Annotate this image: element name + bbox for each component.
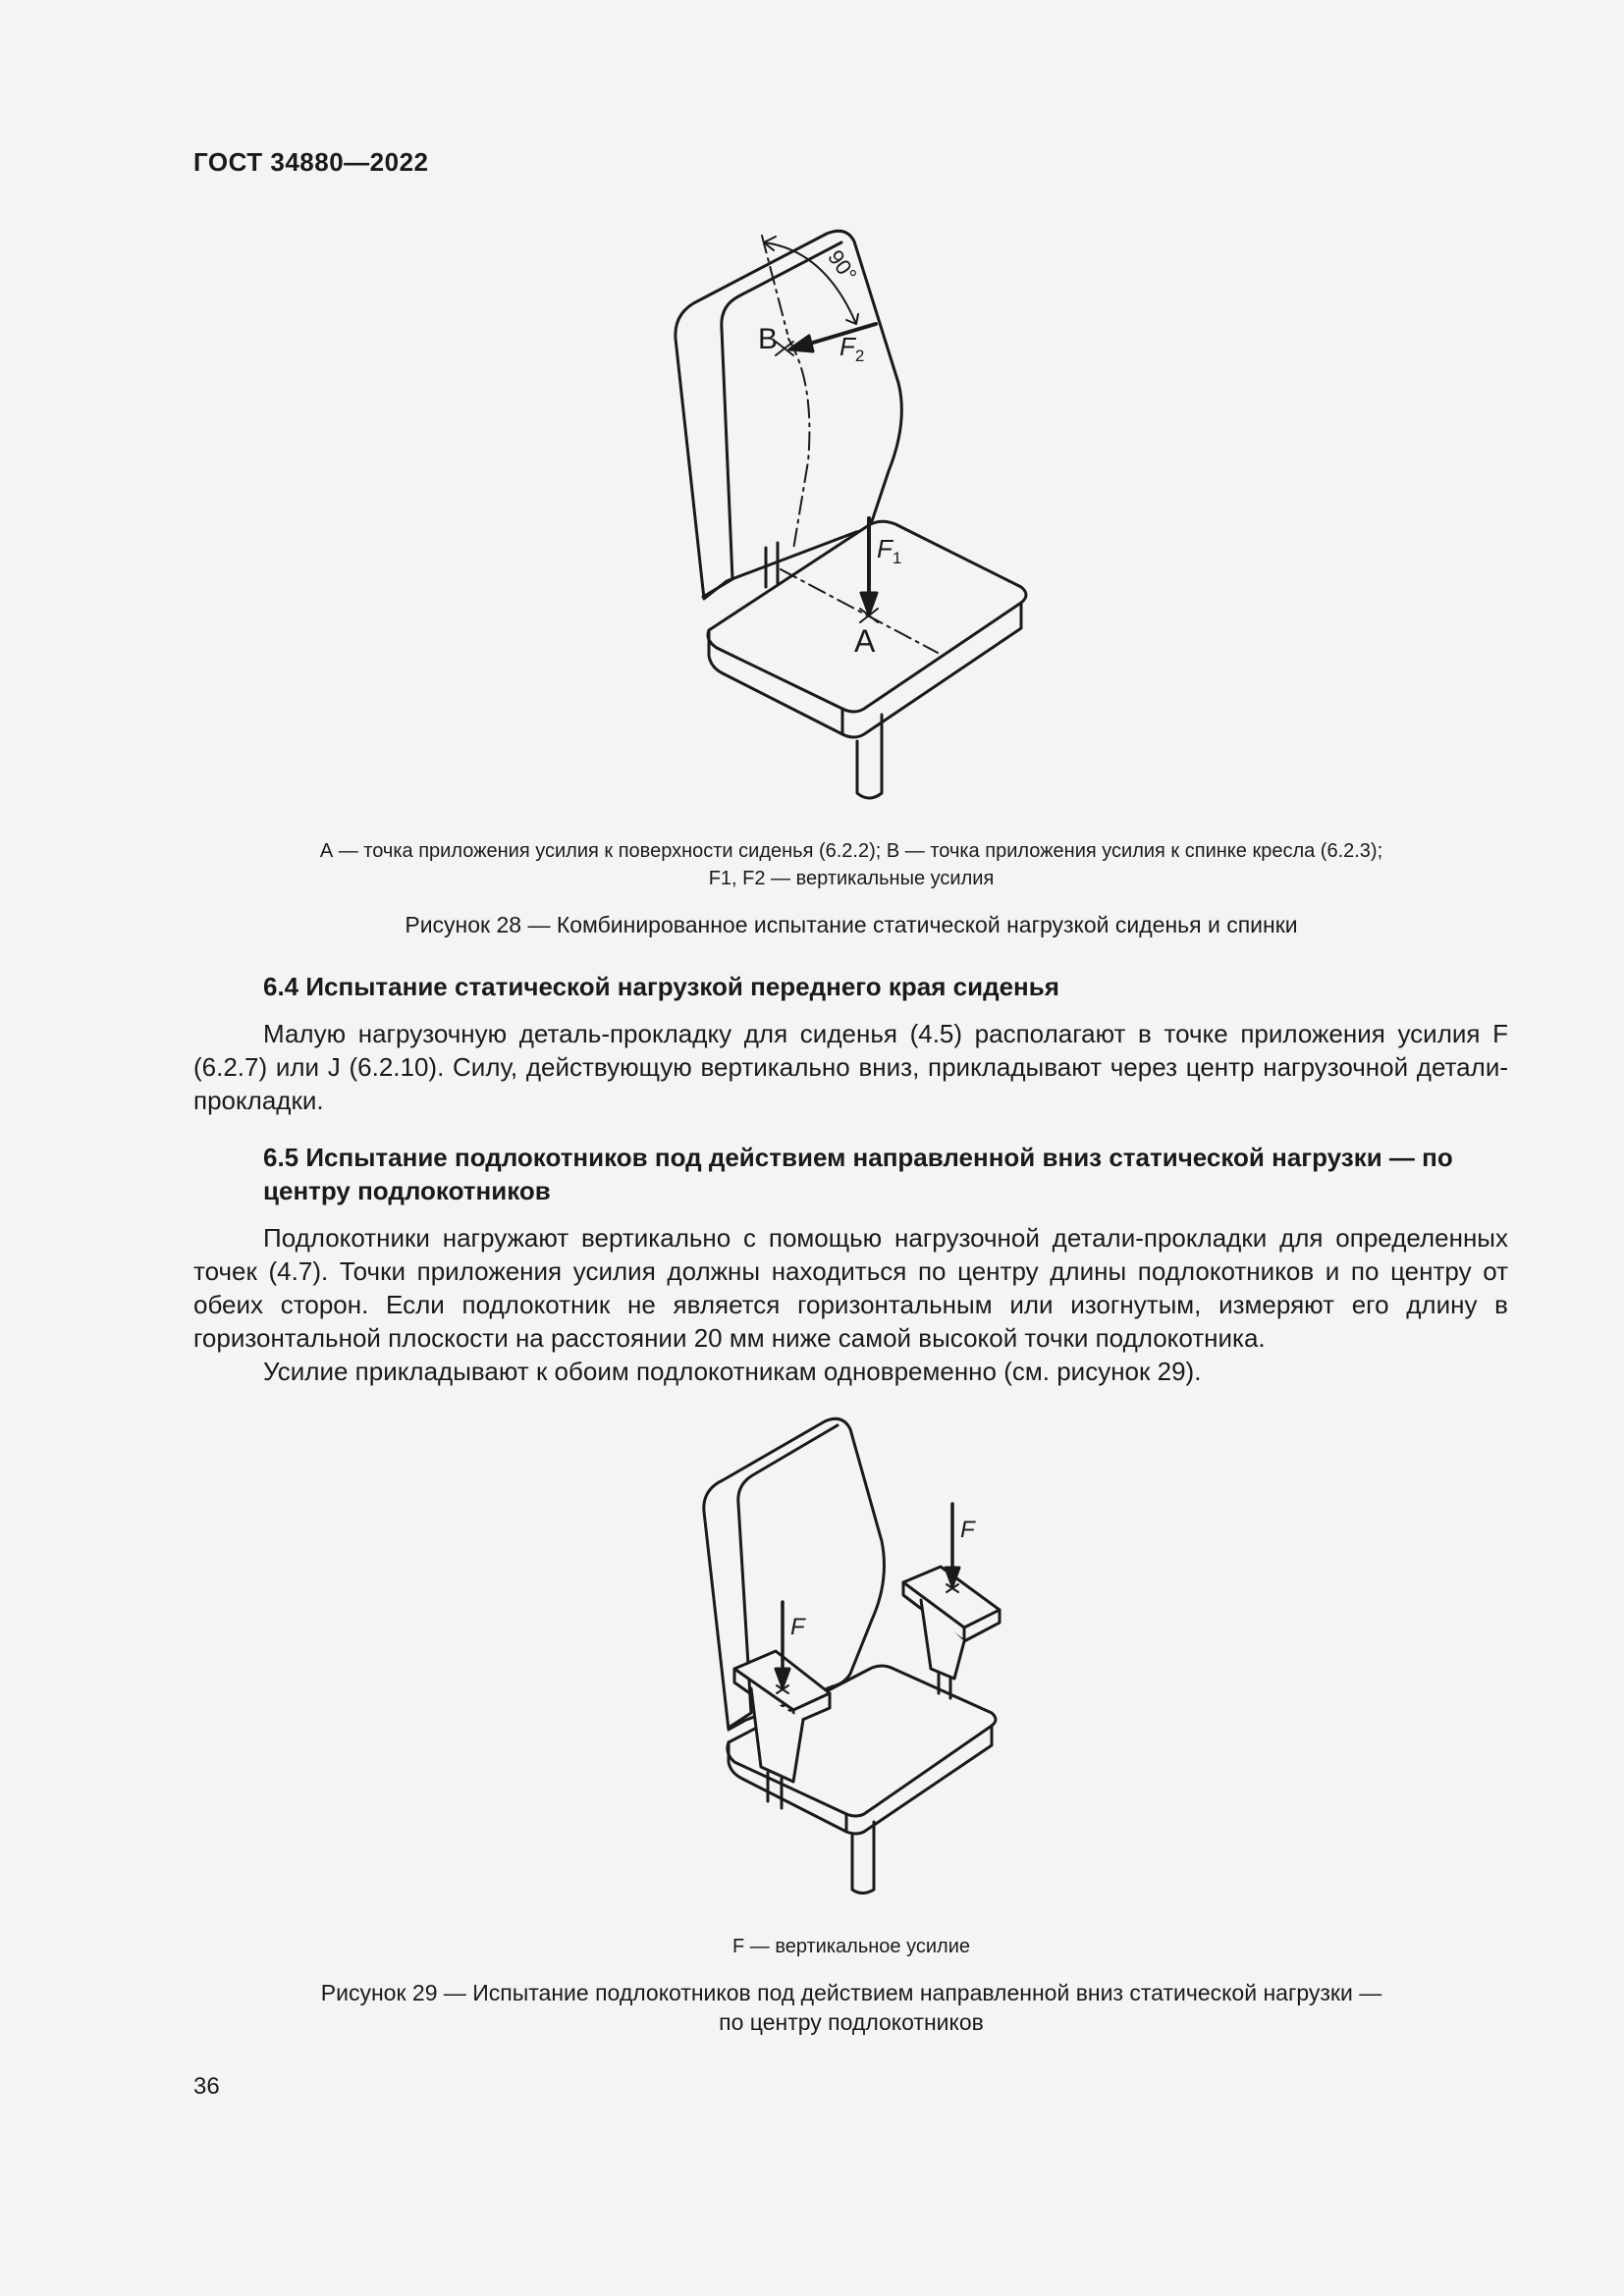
- figure-29-drawing: [687, 1404, 1021, 1895]
- figure-29-caption-line-2: по центру подлокотников: [719, 2009, 984, 2035]
- point-b-label: B: [758, 323, 779, 355]
- page-number: 36: [193, 2073, 220, 2100]
- figure-29-legend: F — вертикальное усилие: [731, 1936, 971, 1957]
- force-1-label: $F_1$: [877, 534, 902, 567]
- figure-28-drawing: [648, 221, 1080, 810]
- figure-29-caption-line-1: Рисунок 29 — Испытание подлокотников под действием направленной вниз статической нагрузки —: [320, 1980, 1382, 2005]
- angle-label: 90°: [823, 245, 862, 287]
- section-6-5-heading: 6.5 Испытание подлокотников под действием направленной вниз статической нагрузки — по центру подлокотников: [263, 1143, 1453, 1205]
- force-left-label: F: [790, 1614, 805, 1640]
- section-6-4-paragraph: Малую нагрузочную деталь-прокладку для сиденья (4.5) располагают в точке приложения усилия F (6.2.7) или J (6.2.10). Силу, действующую вертикально вниз, прикладывают через центр нагрузочной детали-прокладки.: [193, 1019, 1508, 1115]
- figure-28-caption: Рисунок 28 — Комбинированное испытание статической нагрузкой сиденья и спинки: [405, 912, 1298, 937]
- point-a-label: A: [854, 623, 876, 659]
- force-2-label: $F_2$: [839, 332, 865, 365]
- section-6-5-paragraph-2: Усилие прикладывают к обоим подлокотникам одновременно (см. рисунок 29).: [263, 1357, 1202, 1386]
- pedestal: [857, 715, 882, 798]
- force-right-label: F: [960, 1517, 975, 1543]
- document-header: ГОСТ 34880—2022: [193, 147, 429, 177]
- figure-28-legend-line-2: F1, F2 — вертикальные усилия: [708, 868, 995, 889]
- section-6-5-paragraph-1: Подлокотники нагружают вертикально с помощью нагрузочной детали-прокладки для определенных точек (4.7). Точки приложения усилия должны находиться по центру длины подлокотников и по центру от обеих сторон. Если подлокотник не является горизонтальным или изогнутым, измеряют его длину в горизонтальной плоскости на расстоянии 20 мм ниже самой высокой точки подлокотника.: [193, 1223, 1508, 1353]
- section-6-4-heading: 6.4 Испытание статической нагрузкой переднего края сиденья: [263, 972, 1059, 1001]
- figure-28-legend-line-1: А — точка приложения усилия к поверхности сиденья (6.2.2); В — точка приложения усилия к спинке кресла (6.2.3);: [319, 840, 1383, 862]
